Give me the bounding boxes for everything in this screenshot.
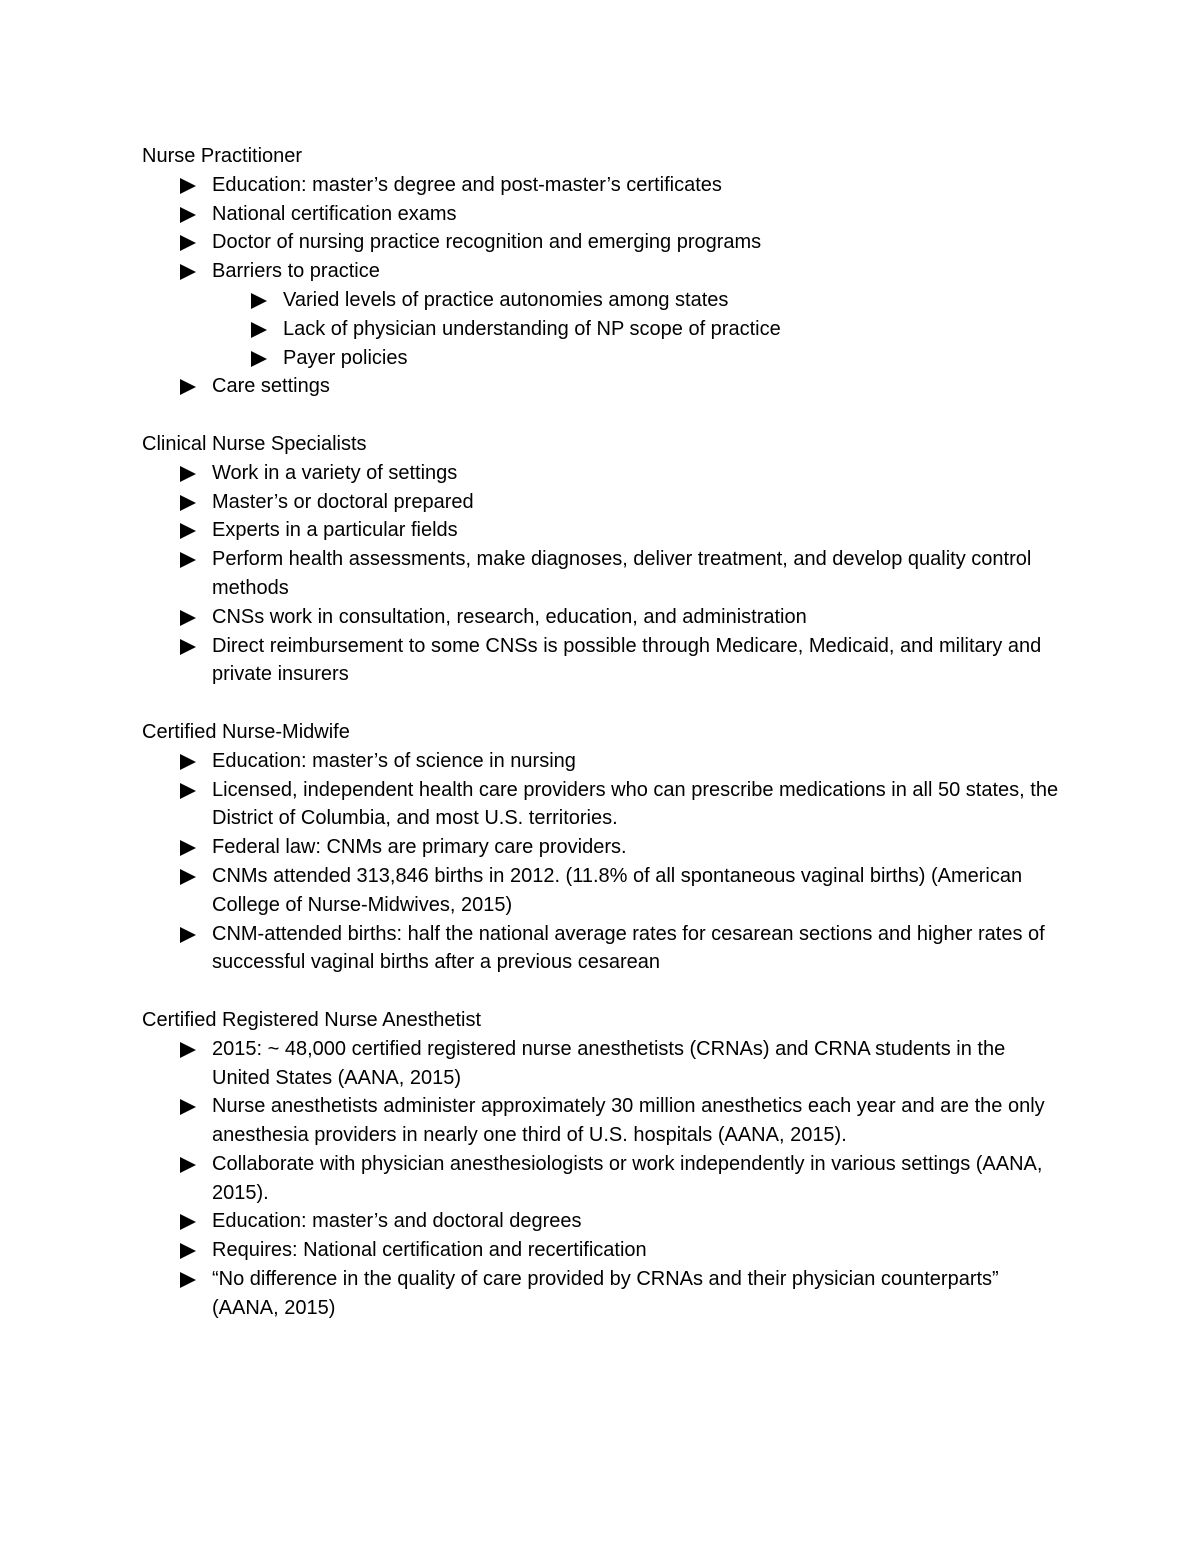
list-item — [142, 1265, 1062, 1323]
section-certified-nurse-midwife — [142, 718, 1062, 977]
bullet-arrow-icon — [180, 927, 196, 943]
bullet-arrow-icon — [180, 178, 196, 194]
sub-list-item — [142, 315, 1062, 344]
list-item-text: Collaborate with physician anesthesiologists or work independently in various settings (AANA, 2015). — [212, 1152, 1043, 1204]
bullet-arrow-icon — [180, 235, 196, 251]
list-item — [142, 1035, 1062, 1093]
bullet-arrow-icon — [180, 840, 196, 856]
section-certified-registered-nurse-anesthetist — [142, 1006, 1062, 1323]
bullet-arrow-icon — [251, 293, 267, 309]
list-item — [142, 488, 1062, 517]
list-item — [142, 747, 1062, 776]
list-item — [142, 1207, 1062, 1236]
list-item-text: Perform health assessments, make diagnoses, deliver treatment, and develop quality control methods — [212, 548, 1032, 599]
list-item — [142, 920, 1062, 978]
list-item-text: Nurse anesthetists administer approximately 30 million anesthetics each year and are the only anesthesia providers in nearly one third of U.S. hospitals (AANA, 2015). — [212, 1095, 1045, 1147]
section-clinical-nurse-specialists — [142, 430, 1062, 689]
bullet-arrow-icon — [180, 466, 196, 482]
list-item — [142, 1092, 1062, 1150]
section-nurse-practitioner — [142, 142, 1062, 401]
list-item-text: Education: master’s of science in nursing — [212, 749, 576, 772]
list-item — [142, 459, 1062, 488]
list-item-text: Requires: National certification and recertification — [212, 1239, 647, 1262]
list-item-text: Direct reimbursement to some CNSs is possible through Medicare, Medicaid, and military and private insurers — [212, 634, 1042, 686]
list-item — [142, 171, 1062, 200]
list-item-text: CNSs work in consultation, research, education, and administration — [212, 605, 807, 628]
bullet-arrow-icon — [180, 610, 196, 626]
list-item — [142, 833, 1062, 862]
list-item-text: Education: master’s degree and post-master’s certificates — [212, 173, 722, 196]
section-heading: Clinical Nurse Specialists — [142, 432, 367, 455]
list-item-text: CNM-attended births: half the national average rates for cesarean sections and higher rates of successful vaginal births after a previous cesarean — [212, 922, 1045, 974]
list-item — [142, 372, 1062, 401]
bullet-arrow-icon — [180, 783, 196, 799]
bullet-arrow-icon — [180, 754, 196, 770]
bullet-arrow-icon — [180, 523, 196, 539]
list-item — [142, 603, 1062, 632]
list-item — [142, 228, 1062, 257]
sub-list-item — [142, 286, 1062, 315]
bullet-arrow-icon — [180, 264, 196, 280]
list-item-text: Doctor of nursing practice recognition and emerging programs — [212, 231, 762, 254]
list-item-text: Payer policies — [283, 346, 408, 369]
bullet-arrow-icon — [180, 1214, 196, 1230]
list-item-text: Experts in a particular fields — [212, 519, 458, 542]
section-heading: Nurse Practitioner — [142, 145, 303, 167]
list-item-text: Care settings — [212, 375, 330, 398]
list-item — [142, 1236, 1062, 1265]
bullet-arrow-icon — [180, 1272, 196, 1288]
list-item-text: Lack of physician understanding of NP scope of practice — [283, 317, 781, 340]
list-item — [142, 545, 1062, 603]
bullet-arrow-icon — [180, 552, 196, 568]
bullet-list — [142, 459, 1062, 689]
list-item-text: Federal law: CNMs are primary care providers. — [212, 836, 627, 859]
bullet-arrow-icon — [180, 207, 196, 223]
list-item — [142, 516, 1062, 545]
document-body — [142, 142, 1062, 1323]
bullet-arrow-icon — [251, 322, 267, 338]
list-item — [142, 862, 1062, 920]
section-heading: Certified Registered Nurse Anesthetist — [142, 1008, 482, 1031]
bullet-arrow-icon — [180, 1243, 196, 1259]
list-item-text: Education: master’s and doctoral degrees — [212, 1210, 582, 1233]
list-item — [142, 776, 1062, 834]
section-heading: Certified Nurse-Midwife — [142, 720, 350, 743]
bullet-list — [142, 1035, 1062, 1323]
bullet-arrow-icon — [180, 1042, 196, 1058]
list-item — [142, 632, 1062, 690]
bullet-arrow-icon — [251, 351, 267, 367]
list-item-text: Licensed, independent health care providers who can prescribe medications in all 50 states, the District of Columbia, and most U.S. territories. — [212, 778, 1059, 830]
list-item-text: Barriers to practice — [212, 260, 380, 283]
bullet-arrow-icon — [180, 495, 196, 511]
bullet-arrow-icon — [180, 1099, 196, 1115]
list-item-text: CNMs attended 313,846 births in 2012. (11.8% of all spontaneous vaginal births) (American College of Nurse-Midwives, 2015) — [212, 864, 1023, 916]
bullet-arrow-icon — [180, 639, 196, 655]
list-item-text: Varied levels of practice autonomies among states — [283, 288, 729, 311]
bullet-arrow-icon — [180, 1157, 196, 1173]
list-item-text: Work in a variety of settings — [212, 461, 458, 484]
list-item — [142, 1150, 1062, 1208]
list-item-text: Master’s or doctoral prepared — [212, 490, 474, 513]
list-item — [142, 200, 1062, 229]
sub-list-item — [142, 344, 1062, 373]
bullet-arrow-icon — [180, 869, 196, 885]
bullet-list — [142, 171, 1062, 401]
bullet-arrow-icon — [180, 379, 196, 395]
bullet-list — [142, 747, 1062, 977]
list-item-text: 2015: ~ 48,000 certified registered nurse anesthetists (CRNAs) and CRNA students in the United States (AANA, 2015) — [212, 1037, 1006, 1089]
list-item — [142, 257, 1062, 286]
list-item-text: National certification exams — [212, 202, 457, 225]
list-item-text: “No difference in the quality of care provided by CRNAs and their physician counterparts” (AANA, 2015) — [212, 1268, 999, 1319]
